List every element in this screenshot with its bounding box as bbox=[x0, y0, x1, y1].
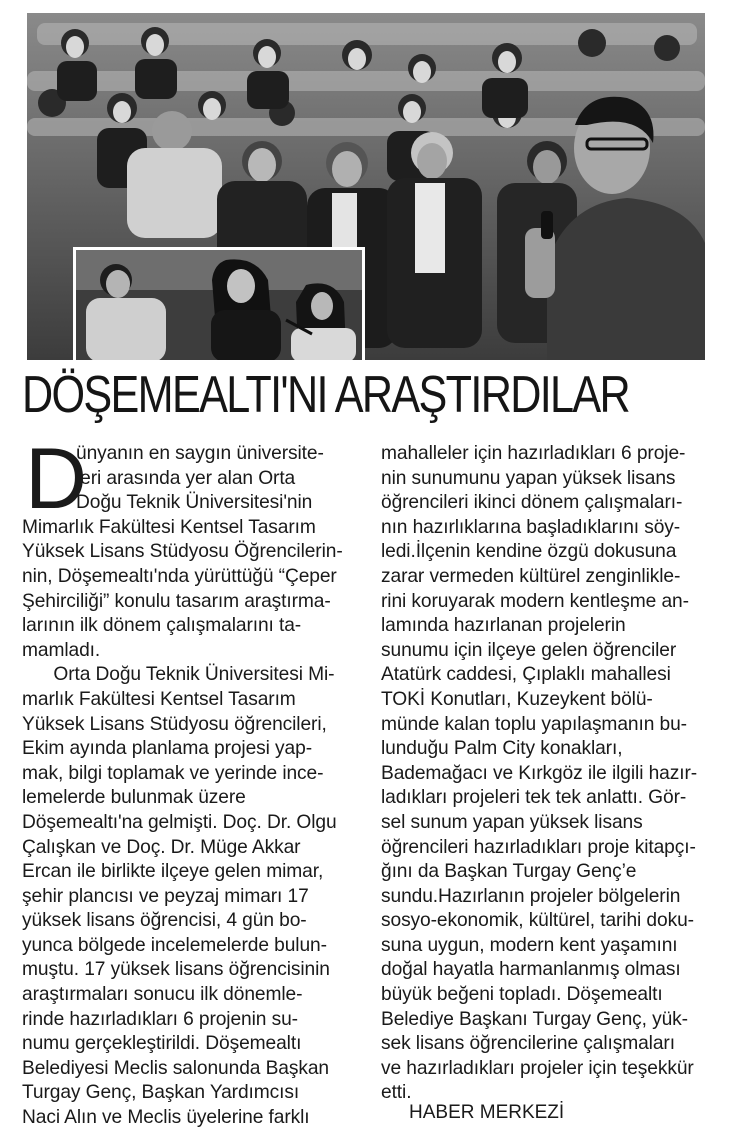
article-line: doğal hayatla harmanlanmış olması bbox=[381, 959, 681, 981]
article-line: numu gerçekleştirildi. Döşemealtı bbox=[22, 1033, 302, 1055]
article-line: sundu.Hazırlanın projeler bölgelerin bbox=[381, 885, 681, 907]
main-photo bbox=[27, 13, 705, 360]
article-line: Şehirciliği” konulu tasarım araştırma- bbox=[22, 590, 331, 612]
article-line: yunca bölgede incelemelerde bulun- bbox=[22, 934, 327, 956]
article-line: büyük beğeni topladı. Döşemealtı bbox=[381, 984, 663, 1006]
article-line: lunduğu Palm City konakları, bbox=[381, 738, 623, 760]
article-line: nin sunumunu yapan yüksek lisans bbox=[381, 467, 676, 489]
article-line: lemelerde bulunmak üzere bbox=[22, 787, 246, 809]
article-line: suna uygun, modern kent yaşamını bbox=[381, 934, 678, 956]
article-line: Atatürk caddesi, Çıplaklı mahallesi bbox=[381, 664, 671, 686]
article-line: öğrencileri ikinci dönem çalışmaları- bbox=[381, 492, 683, 514]
article-line: Döşemealtı'na gelmişti. Doç. Dr. Olgu bbox=[22, 811, 337, 833]
article-line: Belediyesi Meclis salonunda Başkan bbox=[22, 1057, 329, 1079]
article-line: Doğu Teknik Üniversitesi'nin bbox=[76, 492, 313, 514]
article-line: sosyo-ekonomik, kültürel, tarihi doku- bbox=[381, 910, 694, 932]
article-line: larının ilk dönem çalışmalarını ta- bbox=[22, 615, 302, 637]
article-line: sek lisans öğrencilerine çalışmaları bbox=[381, 1033, 675, 1055]
article-line: TOKİ Konutları, Kuzeykent bölü- bbox=[381, 688, 653, 710]
article-line: lamında hazırlanan projelerin bbox=[381, 615, 626, 637]
article-line: mak, bilgi toplamak ve yerinde ince- bbox=[22, 762, 324, 784]
article-line: mamladı. bbox=[22, 639, 101, 661]
article-line: Belediye Başkanı Turgay Genç, yük- bbox=[381, 1008, 688, 1030]
headline: DÖŞEMEALTI'NI ARAŞTIRDILAR bbox=[22, 366, 630, 424]
article-line: Orta Doğu Teknik Üniversitesi Mi- bbox=[22, 664, 335, 686]
article-line: ve hazırladıkları projeler için teşekkür bbox=[381, 1057, 694, 1079]
byline: HABER MERKEZİ bbox=[409, 1102, 565, 1123]
article-line: Turgay Genç, Başkan Yardımcısı bbox=[22, 1082, 300, 1104]
article-line: nın hazırlıklarına başladıklarını söy- bbox=[381, 516, 681, 538]
inset-photo bbox=[73, 247, 365, 360]
article-line: Ercan ile birlikte ilçeye gelen mimar, bbox=[22, 861, 324, 883]
article-line: sel sunum yapan yüksek lisans bbox=[381, 811, 643, 833]
article-column-left bbox=[22, 431, 362, 1131]
article-line: Bademağacı ve Kırkgöz ile ilgili hazır- bbox=[381, 762, 698, 784]
article-column-right bbox=[381, 442, 721, 1106]
article-line: etti. bbox=[381, 1082, 412, 1104]
article-line: Çalışkan ve Doç. Dr. Müge Akkar bbox=[22, 836, 301, 858]
article-line: ladıkları projeleri tek tek anlattı. Gör- bbox=[381, 787, 687, 809]
article-line: Yüksek Lisans Stüdyosu Öğrencilerin- bbox=[22, 541, 343, 563]
article-line: sunumu için ilçeye gelen öğrenciler bbox=[381, 639, 677, 661]
article-line: leri arasında yer alan Orta bbox=[76, 467, 296, 489]
article-line: Ekim ayında planlama projesi yap- bbox=[22, 738, 312, 760]
article-line: ünyanın en saygın üniversite- bbox=[76, 443, 324, 464]
article-line: şehir plancısı ve peyzaj mimarı 17 bbox=[22, 885, 309, 907]
article-line: ledi.İlçenin kendine özgü dokusuna bbox=[381, 541, 677, 563]
article-line: muştu. 17 yüksek lisans öğrencisinin bbox=[22, 959, 330, 981]
article-line: zarar vermeden kültürel zenginlikle- bbox=[381, 565, 681, 587]
drop-cap: D bbox=[25, 431, 88, 527]
article-line: öğrencileri hazırladıkları proje kitapçı- bbox=[381, 836, 696, 858]
article-line: rini koruyarak modern kentleşme an- bbox=[381, 590, 689, 612]
article-line: rinde hazırladıkları 6 projenin su- bbox=[22, 1008, 298, 1030]
article-line: münde kalan toplu yapılaşmanın bu- bbox=[381, 713, 687, 735]
article-line: marlık Fakültesi Kentsel Tasarım bbox=[22, 688, 296, 710]
article-line: araştırmaları sonucu ilk dönemle- bbox=[22, 984, 303, 1006]
article-line: mahalleler için hazırladıkları 6 proje- bbox=[381, 443, 686, 464]
article-line: Naci Alın ve Meclis üyelerine farklı bbox=[22, 1107, 310, 1129]
article-line: yüksek lisans öğrencisi, 4 gün bo- bbox=[22, 910, 307, 932]
article-line: nin, Döşemealtı'nda yürüttüğü “Çeper bbox=[22, 565, 337, 587]
article-line: Mimarlık Fakültesi Kentsel Tasarım bbox=[22, 516, 316, 538]
article-line: Yüksek Lisans Stüdyosu öğrencileri, bbox=[22, 713, 327, 735]
article-line: ğını da Başkan Turgay Genç’e bbox=[381, 861, 637, 883]
